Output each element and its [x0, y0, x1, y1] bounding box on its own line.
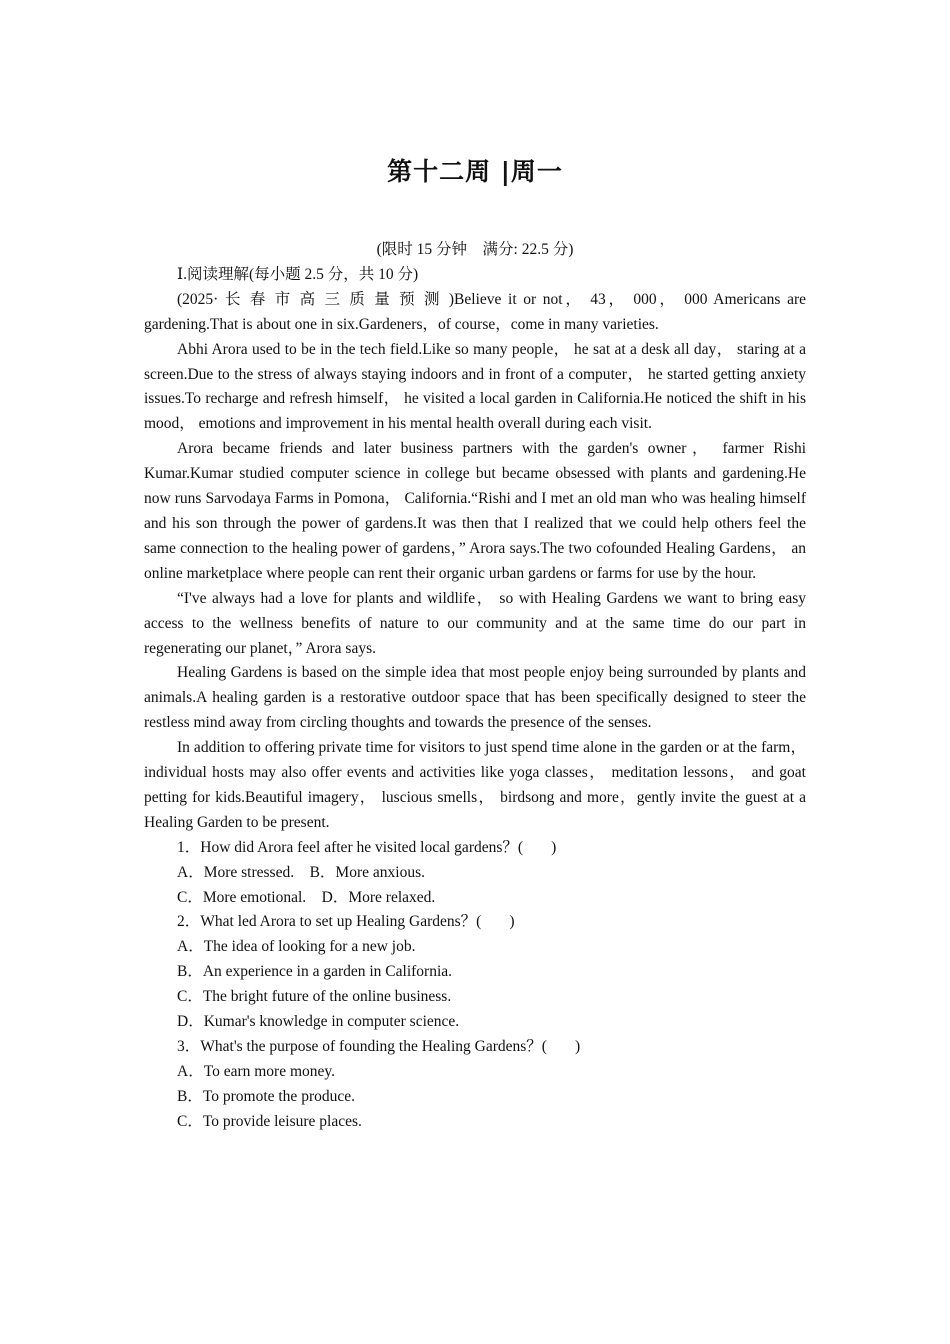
passage-paragraph: Arora became friends and later business partners with the garden's owner， farmer Rishi Kumar.Kumar studied computer science in college but became obsessed with plants and gardening.He now runs Sarvodaya Farms in Pomona， California.“Rishi and I met an old man who was healing himself and his son through the power of gardens.It was then that I realized that we could help others feel the same connection to the healing power of gardens，” Arora says.The two cofounded Healing Gardens， an online marketplace where people can rent their organic urban gardens or farms for use by the hour.: [144, 440, 806, 582]
question-1: [144, 836, 806, 911]
question-2: [144, 910, 806, 1035]
question-stem: 3．What's the purpose of founding the Healing Gardens？( ): [177, 1038, 581, 1055]
passage-paragraph: Healing Gardens is based on the simple idea that most people enjoy being surrounded by plants and animals.A healing garden is a restorative outdoor space that has been specifically designed to steer the restless mind away from circling thoughts and towards the presence of the senses.: [144, 664, 806, 732]
content: [144, 238, 806, 1135]
answer-option[interactable]: A．More stressed. B．More anxious.: [177, 863, 425, 881]
passage-paragraph: “I've always had a love for plants and wildlife， so with Healing Gardens we want to bring easy access to the wellness benefits of nature to our community and at the same time do our part in regenerating our planet，” Arora says.: [144, 589, 806, 657]
question-stem: 1．How did Arora feel after he visited local gardens？( ): [177, 838, 557, 856]
time-limit-note: (限时 15 分钟 满分: 22.5 分): [376, 241, 574, 258]
answer-option[interactable]: C．To provide leisure places.: [177, 1112, 362, 1130]
answer-option[interactable]: C．More emotional. D．More relaxed.: [177, 888, 436, 906]
answer-option[interactable]: C．The bright future of the online business.: [177, 988, 452, 1006]
passage-paragraph: In addition to offering private time for visitors to just spend time alone in the garden or at the farm， individual hosts may also offer events and activities like yoga classes， meditation lessons， and goat petting for kids.Beautiful imagery， luscious smells， birdsong and more，gently invite the guest at a Healing Garden to be present.: [144, 739, 806, 831]
answer-option[interactable]: D．Kumar's knowledge in computer science.: [177, 1013, 460, 1031]
question-stem: 2．What led Arora to set up Healing Gardens？( ): [177, 913, 515, 931]
answer-option[interactable]: A．To earn more money.: [177, 1062, 336, 1080]
page-title: 第十二周 |周一: [387, 157, 563, 186]
answer-option[interactable]: B．An experience in a garden in California.: [177, 963, 453, 981]
question-3: [144, 1035, 806, 1135]
answer-option[interactable]: A．The idea of looking for a new job.: [177, 938, 416, 956]
passage-paragraph: (2025· 长 春 市 高 三 质 量 预 测 )Believe it or not， 43， 000， 000 Americans are gardening.That is about one in six.Gardeners，of course，come in many varieties.: [144, 290, 806, 333]
answer-option[interactable]: B．To promote the produce.: [177, 1087, 355, 1105]
section-heading: Ⅰ.阅读理解(每小题 2.5 分，共 10 分): [177, 265, 419, 283]
passage-paragraph: Abhi Arora used to be in the tech field.Like so many people， he sat at a desk all day， staring at a screen.Due to the stress of always staying indoors and in front of a computer， he started getting anxiety issues.To recharge and refresh himself， he visited a local garden in California.He noticed the shift in his mood， emotions and improvement in his mental health overall during each visit.: [144, 340, 806, 433]
